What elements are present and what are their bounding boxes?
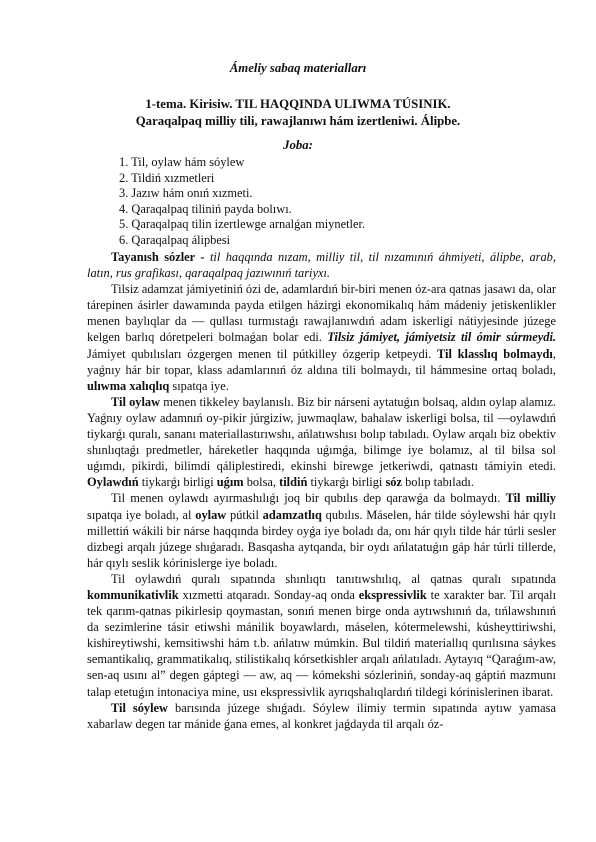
keywords-paragraph (87, 249, 556, 281)
plan-item: 2. Tildiń xızmetleri (119, 170, 215, 185)
keywords-label: Tayanısh sózler - (111, 250, 205, 264)
text-run: sıpatqa iye. (169, 378, 229, 393)
plan-item: 3. Jazıw hám onıń xızmeti. (119, 186, 253, 201)
text-run: Til oylawdıń quralı sıpatında shınlıqtı tanıtıwshılıq, al qatnas quralı sıpatında (111, 571, 556, 586)
text-run: barısında júzege shıǵadı. Sóylew ilimiy termin sıpatında aytıw yamasa xabarlaw degen tar mánide ǵana emes, al konkret jaǵdayda til arqalı óz- (87, 700, 556, 731)
emphasis: kommunikativlik (87, 587, 179, 602)
paragraph-1 (87, 281, 556, 394)
topic-heading (0, 96, 596, 130)
emphasis: ekspressivlik (358, 587, 427, 602)
section-heading: Ámeliy sabaq materialları (229, 61, 367, 75)
paragraph-5 (87, 700, 556, 732)
plan-item: 4. Qaraqalpaq tiliniń payda bolıwı. (119, 201, 292, 216)
emphasis: Til sóylew (111, 700, 169, 715)
emphasis: sóz (385, 475, 402, 490)
text-run: Jámiyet qubılısları ózgergen menen til pútkilley ózgerip ketpeydi. (87, 346, 437, 361)
emphasis: uǵım (216, 475, 244, 490)
text-run: tiykarǵı birligi (138, 475, 217, 490)
paragraph-2 (87, 394, 556, 491)
text-run: qubılıs. Máselen, hár tilde sóylewshi hár qıylı millettiń wákili bir nárse haqqında birdey oyǵa iye boladı da, onı hár qıylı tilde hár túrli sesler dizbegi arqalı júzege shıǵaradı. Basqasha aytqanda, bir oydı ańlatatuǵın gáp hár túrli tillerde, hár qıylı seslik kórinislerge iye boladı. (87, 507, 556, 570)
plan-item: 6. Qaraqalpaq álipbesi (119, 232, 231, 247)
body-text (87, 249, 556, 732)
emphasis: Til oylaw (111, 394, 161, 409)
text-run: menen tikkeley baylanıslı. Biz bir nárseni aytatuǵın bolsaq, aldın oylap alamız. Yaǵnıy oylaw adamnıń oy-pikir júrgiziw, juwmaqlaw, bahalaw iskerligi bolsa, til —oylawdıń tiykarǵı quralı, sananı materiallastırıwshı, ańlatıwshısı bolıp tabıladı. Oylaw arqalı biz obektiv shınlıqtaǵı predmetler, háreketler haqqında uǵımǵa, bilimge iye bolamız, al til bilsa sol uǵımdı, pikirdi, bilimdi qáliplestiredi, ekinshi birewge jetkeriwdi, qatnastı támiyin etedi. (87, 394, 556, 474)
paragraph-3 (87, 490, 556, 570)
text-run: Tilsiz adamzat jámiyetiniń ózi de, adamlardıń bir-biri menen óz-ara qatnas jasawı da, olar tárepinen ásirler dawamında payda etilgen házirgi ekonomikalıq hám mádeniy jetiskenlikler menen baylıqlar da — qullası turmıstaǵı rawajlanıwdıń adam iskerligi nátiyjesinde júzege kelgen barlıq dóretpeleri bolmaǵan bolar edi. (87, 282, 556, 345)
keywords-list: til haqqında nızam, milliy til, til nızamınıń áhmiyeti, álipbe, arab, latın, rus grafikası, qaraqalpaq jazıwınıń tariyxı. (87, 250, 556, 281)
text-run: xızmetti atqaradı. Sonday-aq onda (178, 587, 359, 602)
topic-title-line: 1-tema. Kirisiw. TIL HAQQINDA ULIWMA TÚSINIK. (145, 97, 451, 111)
plan-title: Joba: (283, 138, 313, 152)
emphasis: ulıwma xalıqlıq (87, 378, 170, 393)
text-run: Til menen oylawdı ayırmashılıǵı joq bir qubılıs dep qarawǵa da bolmaydı. (111, 491, 506, 506)
emphasis: oylaw (195, 507, 227, 522)
plan-item: 1. Til, oylaw hám sóylew (119, 155, 245, 169)
plan-list (119, 155, 539, 249)
text-run: , yaǵnıy hár bir topar, klass adamlarınıń óz aldına tili bolmaydı, til hámmesine ortaq boladı, (87, 346, 556, 377)
plan-item: 5. Qaraqalpaq tilin izertlewge arnalǵan miynetler. (119, 217, 365, 232)
topic-subtitle-line: Qaraqalpaq milliy tili, rawajlanıwı hám izertleniwi. Álipbe. (135, 114, 461, 128)
text-run: tiykarǵı birligi (307, 475, 386, 490)
text-run: sıpatqa iye boladı, al (87, 507, 196, 522)
emphasis: tildiń (279, 475, 308, 490)
emphasis: Oylawdıń (87, 475, 139, 490)
paragraph-4 (87, 571, 556, 700)
text-run: te xarakter bar. Til arqalı tek qarım-qatnas pikirlesip qoymastan, sonıń menen birge onda aytıwshınıń da, tıńlawshınıń da sezimlerine tásir etiwshi mánilik boyawlardı, máselen, kótermelewshi, kúsheyttiriwshi, kishireytiwshi, kemsitiwshi hám t.b. ańlatıw múmkin. Bul tildiń materiallıq qurılısına sáykes semantikalıq, grammatikalıq, stilistikalıq kórsetkishler arqalı ańlatıladı. Aytayıq “Qaraǵım-aw, sen-aq usını al” degen gáptegi — aw, aq — kómekshi sózleriniń, sonday-aq gáptiń mazmunı talap etetuǵın intonaciya mine, usı ekspressivlik ayrıqshalıqlardıń tildegi kórinislerinen ibarat. (87, 587, 557, 699)
emphasis: Tilsiz jámiyet, jámiyetsiz til ómir súrmeydi. (327, 330, 556, 345)
emphasis: adamzatlıq (262, 507, 322, 522)
text-run: bolıp tabıladı. (402, 475, 474, 490)
emphasis: Til milliy (505, 491, 556, 506)
emphasis: Til klasslıq bolmaydı (437, 346, 553, 361)
text-run: pútkil (226, 507, 263, 522)
text-run: bolsa, (243, 475, 280, 490)
